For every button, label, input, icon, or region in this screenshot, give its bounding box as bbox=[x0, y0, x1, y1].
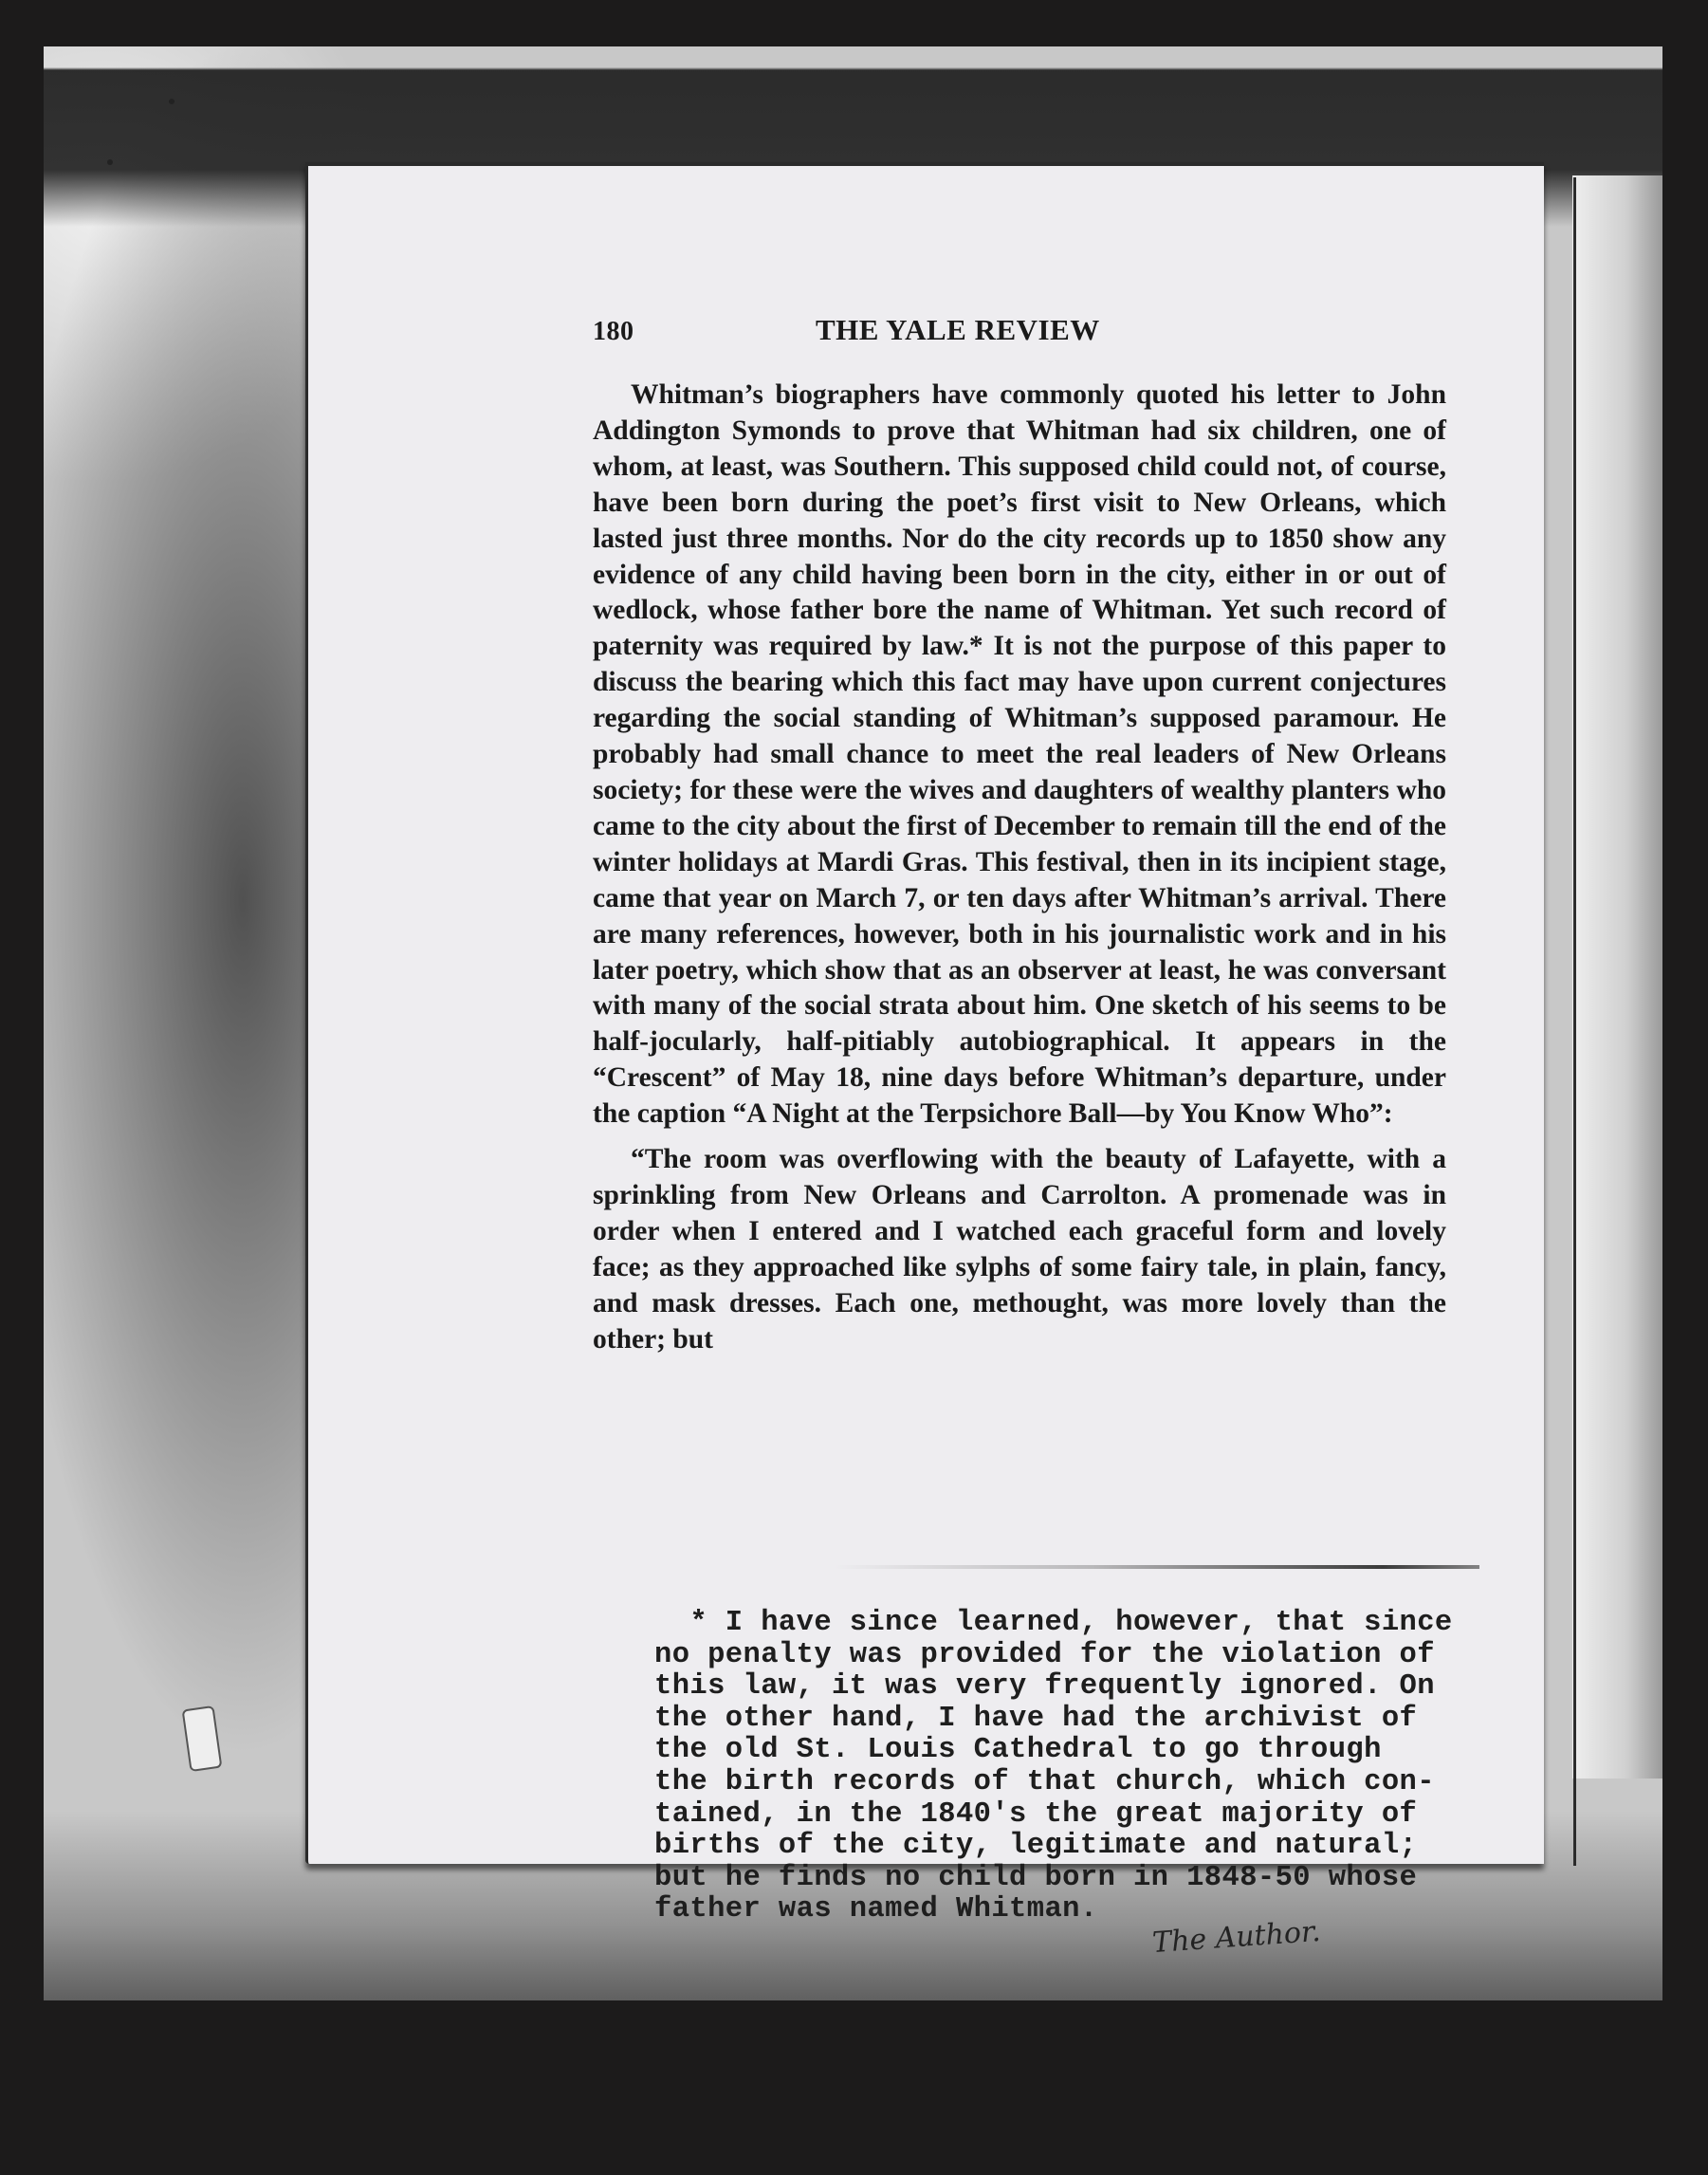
footnote-line: this law, it was very frequently ignored. On bbox=[654, 1670, 1435, 1704]
adjacent-page-edge bbox=[1572, 175, 1662, 1779]
footnote-line: no penalty was provided for the violation of bbox=[654, 1638, 1435, 1671]
footnote-rule bbox=[835, 1565, 1479, 1569]
paragraph: Whitman’s biographers have commonly quoted his letter to John Addington Symonds to prove that Whitman had six children, one of whom, at least, was Southern. This supposed child could not, of course, have been born during the poet’s first visit to New Orleans, which lasted just three months. Nor do the city records up to 1850 show any evidence of any child having been born in the city, either in or out of wedlock, whose father bore the name of Whitman. Yet such record of paternity was required by law.* It is not the purpose of this paper to discuss the bearing which this fact may have upon current conjectures regarding the social standing of Whitman’s supposed paramour. He probably had small chance to meet the real leaders of New Orleans society; for these were the wives and daughters of wealthy planters who came to the city about the first of December to remain till the end of the winter holidays at Mardi Gras. This festival, then in its incipient stage, came that year on March 7, or ten days after Whitman’s arrival. There are many references, however, both in his journalistic work and in his later poetry, which show that as an observer at least, he was conversant with many of the social strata about him. One sketch of his seems to be half-jocularly, half-pitiably autobiographical. It appears in the “Crescent” of May 18, nine days before Whitman’s departure, under the caption “A Night at the Terpsichore Ball—by You Know Who”: bbox=[593, 379, 1446, 1130]
handwritten-signature: The Author. bbox=[1150, 1914, 1322, 1961]
page-fold-line bbox=[1573, 177, 1576, 1866]
page-number: 180 bbox=[593, 317, 634, 346]
quoted-paragraph: “The room was overflowing with the beauty of Lafayette, with a sprinkling from New Orleans and Carrolton. A promenade was in order when I entered and I watched each graceful form and lovely face; as they approached like sylphs of some fairy tale, in plain, fancy, and mask dresses. Each one, methought, was more lovely than the other; but bbox=[593, 1144, 1446, 1355]
printed-text-block bbox=[593, 313, 1446, 1357]
body-text bbox=[593, 378, 1446, 1357]
footnote-line: father was named Whitman. bbox=[654, 1893, 1098, 1926]
dust-speck bbox=[107, 159, 113, 165]
typed-footnote bbox=[654, 1608, 1489, 1926]
footnote-line: the birth records of that church, which con- bbox=[654, 1765, 1435, 1798]
footnote-line: the old St. Louis Cathedral to go through bbox=[654, 1734, 1382, 1767]
footnote-line: tained, in the 1840's the great majority of bbox=[654, 1797, 1418, 1831]
footnote-line: births of the city, legitimate and natural; bbox=[654, 1830, 1418, 1863]
footnote-line: * I have since learned, however, that since bbox=[654, 1607, 1453, 1639]
footnote-line: the other hand, I have had the archivist of bbox=[654, 1702, 1418, 1735]
running-head bbox=[593, 313, 1446, 357]
dust-speck bbox=[169, 99, 174, 104]
footnote-line: but he finds no child born in 1848-50 whose bbox=[654, 1861, 1418, 1894]
journal-title: THE YALE REVIEW bbox=[816, 313, 1100, 346]
